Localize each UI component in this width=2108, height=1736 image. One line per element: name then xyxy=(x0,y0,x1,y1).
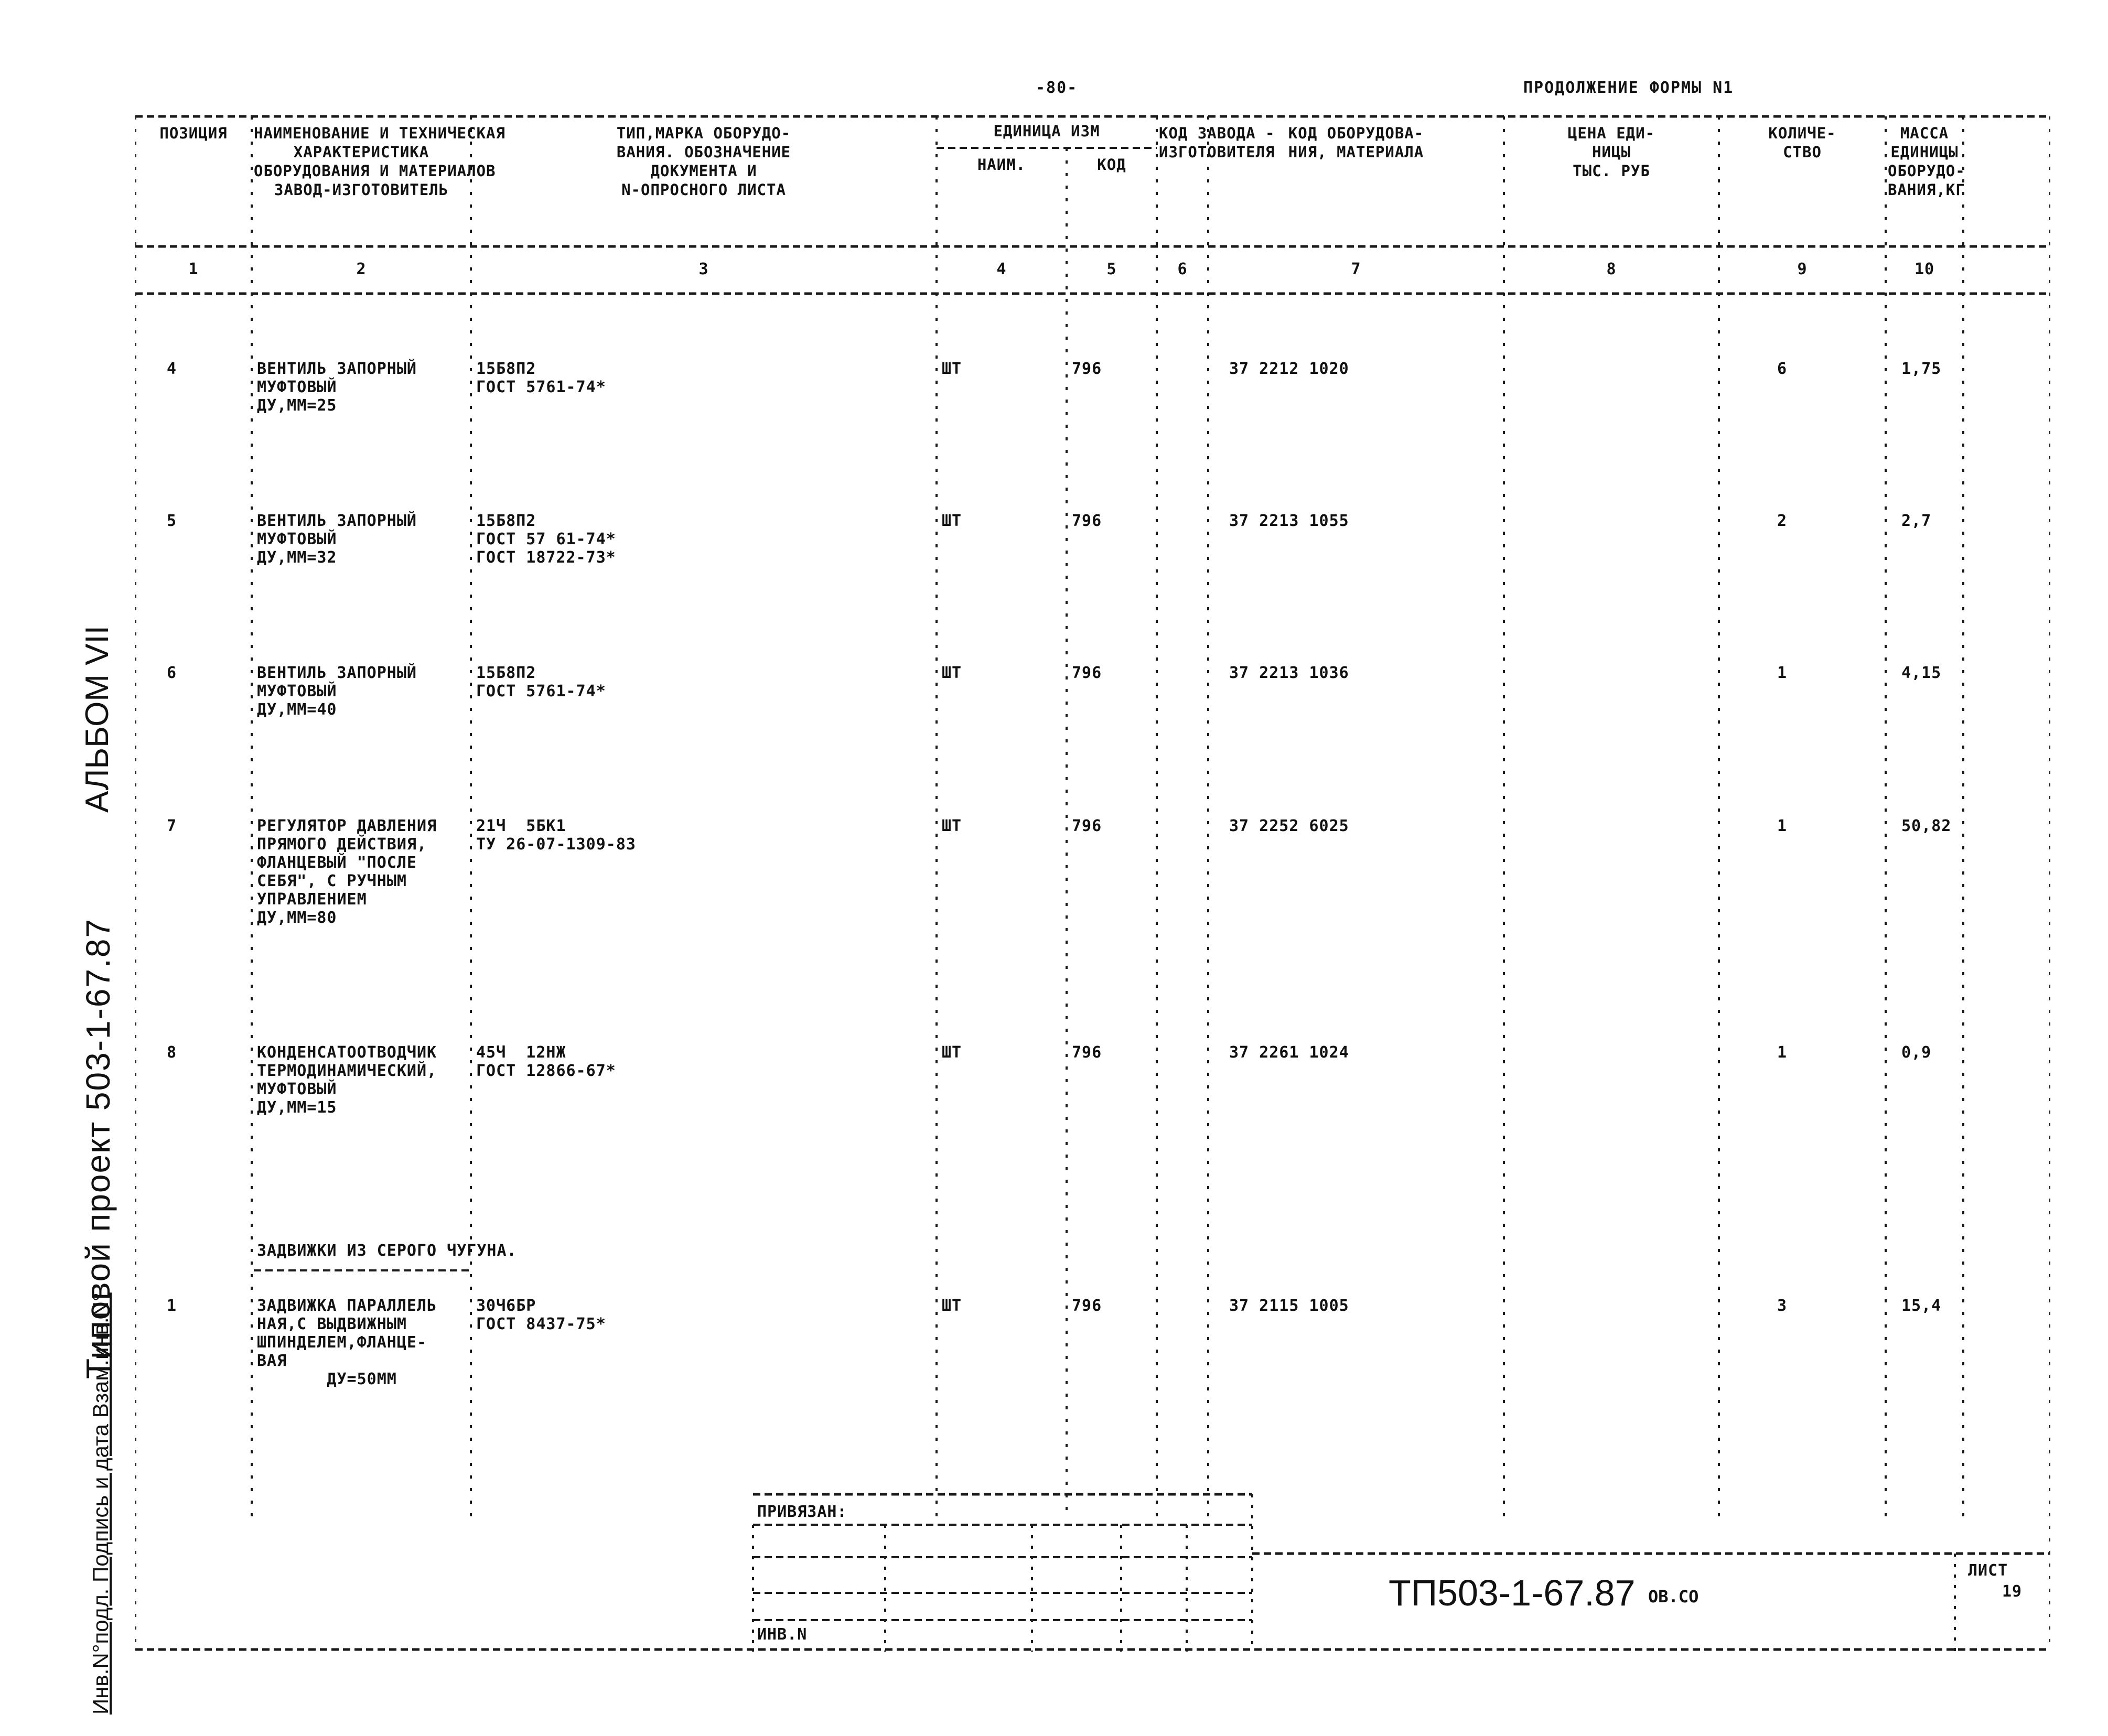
row-unit-code: 796 xyxy=(1072,1297,1102,1315)
col-number: 4 xyxy=(996,260,1007,278)
row-unit-code: 796 xyxy=(1072,360,1102,378)
row-unit-code: 796 xyxy=(1072,817,1102,835)
row-name: ВЕНТИЛЬ ЗАПОРНЫЙ МУФТОВЫЙ ДУ,ММ=40 xyxy=(257,664,417,719)
row-name: ВЕНТИЛЬ ЗАПОРНЫЙ МУФТОВЫЙ ДУ,ММ=25 xyxy=(257,360,417,415)
row-unit-code: 796 xyxy=(1072,664,1102,682)
row-type: 15Б8П2 ГОСТ 57 61-74* ГОСТ 18722-73* xyxy=(476,512,616,567)
side-project-label: Типовой проект 503-1-67.87 xyxy=(79,918,117,1379)
row-unit: ШТ xyxy=(942,360,962,378)
header-col-6: КОД ЗАВОДА - ИЗГОТОВИТЕЛЯ xyxy=(1159,124,1275,161)
row-mass: 1,75 xyxy=(1901,360,1942,378)
header-col-4: НАИМ. xyxy=(977,156,1026,174)
row-unit: ШТ xyxy=(942,664,962,682)
document-code: ТП503-1-67.87 xyxy=(1389,1572,1636,1613)
stamp-bound-label: ПРИВЯЗАН: xyxy=(757,1503,847,1521)
row-quantity: 3 xyxy=(1777,1297,1787,1315)
side-album-label: АЛЬБОМ VII xyxy=(79,626,115,813)
col-number: 7 xyxy=(1351,260,1361,278)
row-quantity: 1 xyxy=(1777,1043,1787,1062)
row-mass: 4,15 xyxy=(1901,664,1942,682)
page-number: -80- xyxy=(1036,79,1078,97)
row-unit: ШТ xyxy=(942,512,962,530)
row-equipment-code: 37 2213 1036 xyxy=(1229,664,1349,682)
row-unit: ШТ xyxy=(942,1297,962,1315)
header-col-3: ТИП,МАРКА ОБОРУДО- ВАНИЯ. ОБОЗНАЧЕНИЕ ДОКУМЕНТА И N-ОПРОСНОГО ЛИСТА xyxy=(616,124,791,199)
row-unit: ШТ xyxy=(942,817,962,835)
header-col-5: КОД xyxy=(1097,156,1126,174)
row-quantity: 1 xyxy=(1777,817,1787,835)
header-col-10: МАССА ЕДИНИЦЫ ОБОРУДО- ВАНИЯ,КГ xyxy=(1888,124,1965,199)
row-name: РЕГУЛЯТОР ДАВЛЕНИЯ ПРЯМОГО ДЕЙСТВИЯ, ФЛАНЦЕВЫЙ "ПОСЛЕ СЕБЯ", С РУЧНЫМ УПРАВЛЕНИЕМ ДУ,ММ=80 xyxy=(257,817,437,927)
row-position: 5 xyxy=(167,512,177,530)
row-equipment-code: 37 2115 1005 xyxy=(1229,1297,1349,1315)
sheet-number: 19 xyxy=(2002,1582,2023,1601)
row-unit: ШТ xyxy=(942,1043,962,1062)
header-col-1: ПОЗИЦИЯ xyxy=(159,124,228,142)
header-unit-group: ЕДИНИЦА ИЗМ xyxy=(993,122,1100,140)
row-equipment-code: 37 2252 6025 xyxy=(1229,817,1349,835)
row-name: ЗАДВИЖКА ПАРАЛЛЕЛЬ НАЯ,С ВЫДВИЖНЫМ ШПИНДЕЛЕМ,ФЛАНЦЕ- ВАЯ ДУ=50ММ xyxy=(257,1297,437,1388)
side-binding-strip xyxy=(79,530,142,1715)
col-number: 8 xyxy=(1606,260,1617,278)
row-type: 15Б8П2 ГОСТ 5761-74* xyxy=(476,664,606,700)
sheet-label: ЛИСТ xyxy=(1968,1561,2008,1580)
col-number: 1 xyxy=(188,260,199,278)
row-name: КОНДЕНСАТООТВОДЧИК ТЕРМОДИНАМИЧЕСКИЙ, МУФТОВЫЙ ДУ,ММ=15 xyxy=(257,1043,437,1117)
row-quantity: 6 xyxy=(1777,360,1787,378)
col-number: 9 xyxy=(1797,260,1808,278)
row-mass: 0,9 xyxy=(1901,1043,1932,1062)
row-type: 21Ч 5БК1 ТУ 26-07-1309-83 xyxy=(476,817,636,854)
specification-table xyxy=(135,114,2050,1652)
header-col-8: ЦЕНА ЕДИ- НИЦЫ ТЫС. РУБ xyxy=(1567,124,1655,180)
row-position: 8 xyxy=(167,1043,177,1062)
row-position: 1 xyxy=(167,1297,177,1315)
row-mass: 50,82 xyxy=(1901,817,1952,835)
header-col-7: КОД ОБОРУДОВА- НИЯ, МАТЕРИАЛА xyxy=(1288,124,1424,161)
row-equipment-code: 37 2213 1055 xyxy=(1229,512,1349,530)
row-equipment-code: 37 2261 1024 xyxy=(1229,1043,1349,1062)
row-mass: 2,7 xyxy=(1901,512,1932,530)
side-stamp-fields: Инв.N°подл. Подпись и дата Взам.инв.N° xyxy=(88,1292,113,1715)
row-type: 30Ч6БР ГОСТ 8437-75* xyxy=(476,1297,606,1333)
row-unit-code: 796 xyxy=(1072,512,1102,530)
row-position: 4 xyxy=(167,360,177,378)
row-type: 15Б8П2 ГОСТ 5761-74* xyxy=(476,360,606,396)
header-col-9: КОЛИЧЕ- СТВО xyxy=(1768,124,1836,161)
row-quantity: 2 xyxy=(1777,512,1787,530)
header-col-2: НАИМЕНОВАНИЕ И ТЕХНИЧЕСКАЯ ХАРАКТЕРИСТИКА ОБОРУДОВАНИЯ И МАТЕРИАЛОВ ЗАВОД-ИЗГОТОВИТЕЛЬ xyxy=(254,124,506,199)
continuation-note: ПРОДОЛЖЕНИЕ ФОРМЫ N1 xyxy=(1523,79,1734,97)
stamp-inventory-label: ИНВ.N xyxy=(757,1625,808,1644)
col-number: 5 xyxy=(1106,260,1117,278)
row-type: 45Ч 12НЖ ГОСТ 12866-67* xyxy=(476,1043,616,1080)
row-quantity: 1 xyxy=(1777,664,1787,682)
document-code-suffix: ОВ.СО xyxy=(1648,1587,1699,1606)
row-name: ВЕНТИЛЬ ЗАПОРНЫЙ МУФТОВЫЙ ДУ,ММ=32 xyxy=(257,512,417,567)
row-unit-code: 796 xyxy=(1072,1043,1102,1062)
col-number: 6 xyxy=(1177,260,1188,278)
row-mass: 15,4 xyxy=(1901,1297,1942,1315)
section-heading: ЗАДВИЖКИ ИЗ СЕРОГО ЧУГУНА. xyxy=(257,1242,517,1260)
row-position: 6 xyxy=(167,664,177,682)
col-number: 2 xyxy=(356,260,367,278)
row-position: 7 xyxy=(167,817,177,835)
row-equipment-code: 37 2212 1020 xyxy=(1229,360,1349,378)
col-number: 10 xyxy=(1914,260,1935,278)
col-number: 3 xyxy=(698,260,709,278)
